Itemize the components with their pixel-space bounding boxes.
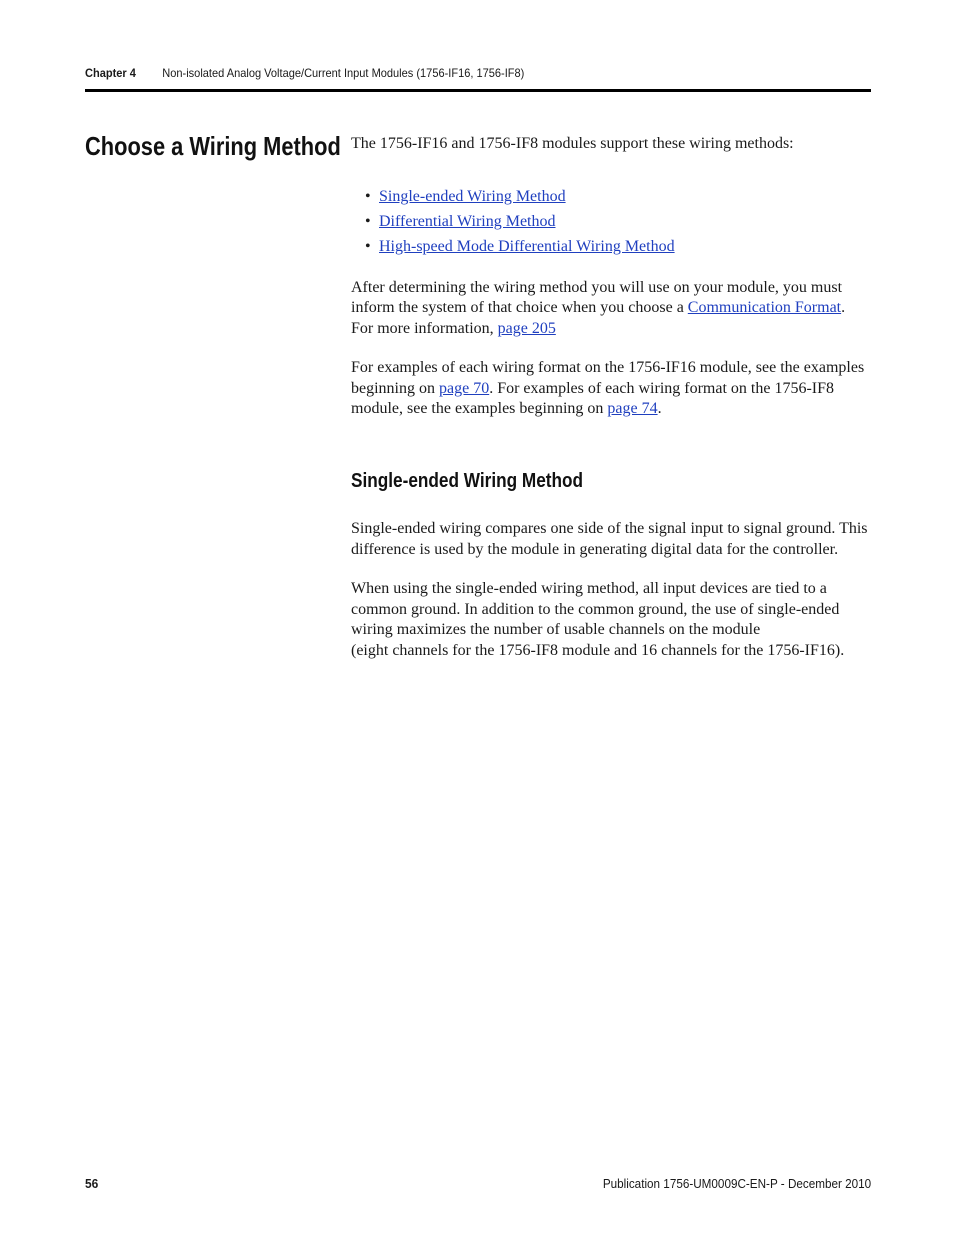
intro-paragraph: The 1756-IF16 and 1756-IF8 modules support these wiring methods: bbox=[351, 135, 794, 152]
bullet-icon: • bbox=[365, 212, 371, 230]
subsection-title: Single-ended Wiring Method bbox=[351, 469, 584, 492]
list-item bbox=[337, 184, 871, 209]
examples-paragraph bbox=[351, 358, 871, 420]
bullet-icon: • bbox=[365, 187, 371, 205]
main-content bbox=[351, 134, 871, 661]
list-item bbox=[337, 234, 871, 259]
single-ended-description: Single-ended wiring compares one side of the signal input to signal ground. This difference is used by the module in generating digital data for the controller. bbox=[351, 520, 868, 558]
chapter-title: Non-isolated Analog Voltage/Current Input Modules (1756-IF16, 1756-IF8) bbox=[162, 66, 525, 80]
publication-info: Publication 1756-UM0009C-EN-P - December 2010 bbox=[602, 1176, 871, 1191]
link-page-74[interactable]: page 74 bbox=[607, 400, 658, 417]
chapter-label: Chapter 4 bbox=[85, 66, 136, 80]
link-differential-wiring[interactable]: Differential Wiring Method bbox=[379, 212, 556, 230]
section-title: Choose a Wiring Method bbox=[85, 131, 341, 161]
paragraph-text: . For more information, bbox=[351, 299, 846, 337]
wiring-method-list bbox=[351, 184, 871, 259]
paragraph-text: For examples of each wiring format on the 1756-IF16 module, see the examples beginning on bbox=[351, 359, 865, 397]
single-ended-details bbox=[351, 579, 871, 661]
link-high-speed-differential-wiring[interactable]: High-speed Mode Differential Wiring Method bbox=[379, 237, 675, 255]
list-item bbox=[337, 209, 871, 234]
paragraph-text: (eight channels for the 1756-IF8 module and 16 channels for the 1756-IF16). bbox=[351, 641, 845, 659]
running-header bbox=[85, 66, 808, 80]
link-page-70[interactable]: page 70 bbox=[439, 379, 490, 397]
header-rule bbox=[85, 89, 871, 92]
link-single-ended-wiring[interactable]: Single-ended Wiring Method bbox=[379, 187, 566, 205]
paragraph-text: . bbox=[657, 400, 662, 417]
wiring-choice-paragraph bbox=[351, 278, 871, 340]
link-page-205[interactable]: page 205 bbox=[497, 319, 556, 337]
paragraph-text: When using the single-ended wiring method, all input devices are tied to a common ground. In addition to the common ground, the use of single-ended wiring maximizes the number of usable channels on the module bbox=[351, 580, 840, 638]
paragraph-text: . For examples of each wiring format on the 1756-IF8 module, see the examples beginning on bbox=[351, 379, 835, 417]
link-communication-format[interactable]: Communication Format bbox=[687, 299, 842, 316]
paragraph-text: After determining the wiring method you will use on your module, you must inform the system of that choice when you choose a bbox=[351, 278, 843, 316]
page-number: 56 bbox=[85, 1176, 99, 1191]
bullet-icon: • bbox=[365, 237, 371, 255]
